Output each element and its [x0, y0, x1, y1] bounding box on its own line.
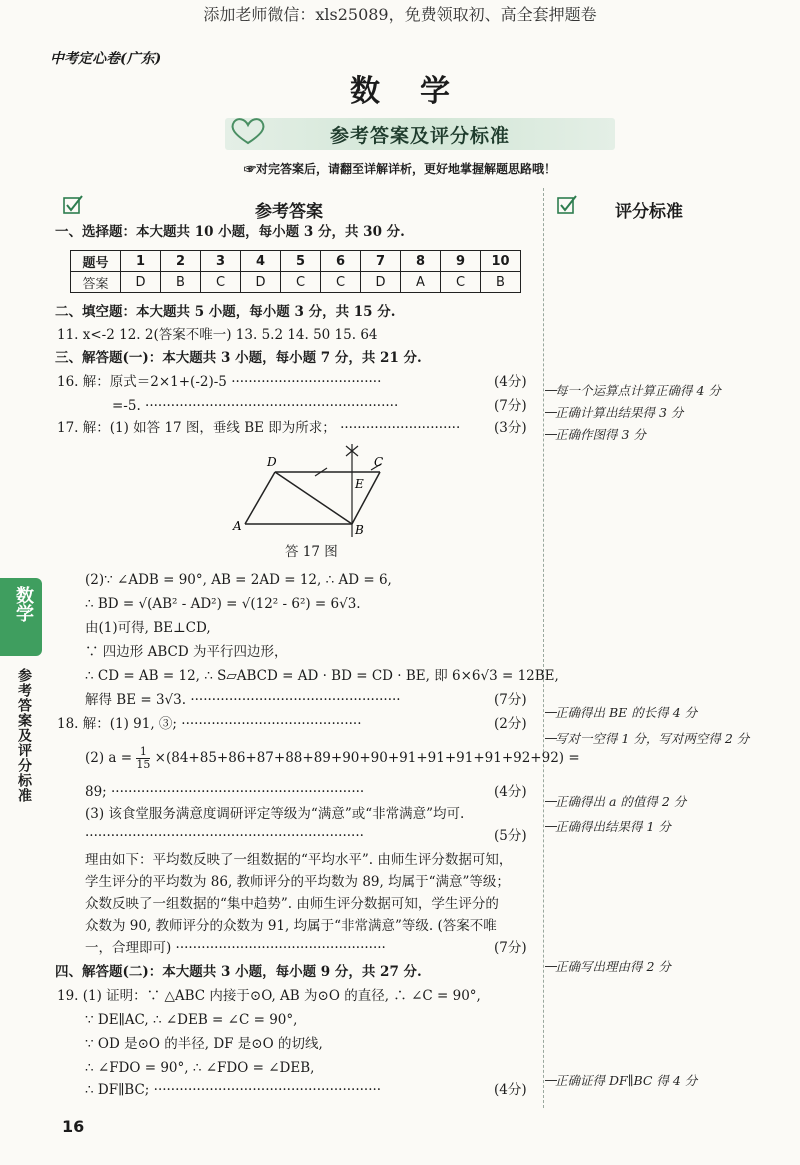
table-cell: D [241, 272, 281, 293]
score-mark: (3分) [494, 420, 527, 436]
part1-heading: 一、选择题：本大题共 10 小题，每小题 3 分，共 30 分. [55, 224, 405, 240]
tip-text: ☞对完答案后，请翻至详解详析，更好地掌握解题思路哦！ [243, 162, 556, 176]
score-mark: (4分) [494, 374, 527, 390]
q18-line4: (3) 该食堂服务满意度调研评定等级为“满意”或“非常满意”均可. [85, 806, 465, 822]
fraction-denominator: 15 [136, 758, 151, 771]
scoring-note: 写对一空得 1 分，写对两空得 2 分 [555, 731, 750, 746]
table-cell: 4 [241, 251, 281, 272]
q18-line9: 众数为 90, 教师评分的众数为 91, 均属于“非常满意”等级. (答案不唯 [85, 918, 497, 934]
q19-line5: ∴ DF∥BC; ····················································· [85, 1082, 382, 1098]
table-cell: 3 [201, 251, 241, 272]
q17-line1: 17. 解：(1) 如答 17 图，垂线 BE 即为所求； ···························· [57, 420, 461, 436]
score-mark: (4分) [494, 1082, 527, 1098]
q18-a-label: (2) a = [85, 750, 133, 766]
q19-line3: ∵ OD 是⊙O 的半径, DF 是⊙O 的切线, [85, 1036, 323, 1052]
q16-line1: 16. 解：原式＝2×1+(-2)-5 ··································· [57, 374, 382, 390]
table-row [71, 272, 521, 293]
subject-side-tab-label: 数学 [13, 586, 34, 622]
part4-heading: 四、解答题(二)：本大题共 3 小题，每小题 9 分，共 27 分. [55, 964, 422, 980]
scoring-note: 正确得出结果得 1 分 [555, 819, 671, 834]
table-cell: D [121, 272, 161, 293]
table-cell: C [281, 272, 321, 293]
table-cell: 6 [321, 251, 361, 272]
q18-line6: 理由如下：平均数反映了一组数据的“平均水平”. 由师生评分数据可知， [85, 852, 513, 868]
subject-title: 数学 [350, 74, 490, 109]
series-label: 中考定心卷(广东) [50, 51, 162, 67]
table-cell: C [441, 272, 481, 293]
table-cell: 5 [281, 251, 321, 272]
score-mark: (5分) [494, 828, 527, 844]
table-cell: B [481, 272, 521, 293]
scoring-note: 正确计算出结果得 3 分 [555, 405, 684, 420]
q19-line4: ∴ ∠FDO = 90°, ∴ ∠FDO = ∠DEB, [85, 1060, 315, 1076]
q18-line8: 众数反映了一组数据的“集中趋势”. 由师生评分数据可知，学生评分的 [85, 896, 499, 912]
scoring-note: 正确得出 a 的值得 2 分 [555, 794, 687, 809]
q17-line5: ∵ 四边形 ABCD 为平行四边形， [85, 644, 288, 660]
q18-line1: 18. 解：(1) 91, ③; ·········································· [57, 716, 362, 732]
section-title: 参考答案及评分标准 [329, 125, 510, 147]
table-cell: 7 [361, 251, 401, 272]
figure-caption: 答 17 图 [285, 544, 338, 560]
table-cell: C [321, 272, 361, 293]
checkbox-icon [62, 194, 84, 216]
table-cell: D [361, 272, 401, 293]
scoring-note: 正确作图得 3 分 [555, 427, 646, 442]
fill-answers: 11. x<-2 12. 2(答案不唯一) 13. 5.2 14. 50 15. 64 [57, 327, 378, 343]
q18-line5: ································································· [85, 828, 364, 844]
scoring-note: 正确证得 DF∥BC 得 4 分 [555, 1073, 698, 1088]
q18-line7: 学生评分的平均数为 86, 教师评分的平均数为 89, 均属于“满意”等级； [85, 874, 510, 890]
top-banner: 添加老师微信：xls25089，免费领取初、高全套押题卷 [203, 5, 597, 24]
table-label: 答案 [71, 272, 121, 293]
score-mark: (2分) [494, 716, 527, 732]
table-cell: A [401, 272, 441, 293]
score-mark: (7分) [494, 398, 527, 414]
table-cell: B [161, 272, 201, 293]
q17-line7: 解得 BE = 3√3. ················································· [85, 692, 401, 708]
q18-a-expression: ×(84+85+86+87+88+89+90+90+91+91+91+91+92+92) = [154, 750, 580, 766]
fig-label-c: C [374, 455, 384, 469]
table-cell: 2 [161, 251, 201, 272]
score-mark: (4分) [494, 784, 527, 800]
scoring-note: 正确得出 BE 的长得 4 分 [555, 705, 698, 720]
scoring-note: 每一个运算点计算正确得 4 分 [555, 383, 721, 398]
score-mark: (7分) [494, 692, 527, 708]
part3-heading: 三、解答题(一)：本大题共 3 小题，每小题 7 分，共 21 分. [55, 350, 422, 366]
scoring-note: 正确写出理由得 2 分 [555, 959, 671, 974]
column-divider [543, 188, 544, 1108]
col-scoring-title: 评分标准 [615, 202, 683, 222]
figure-17 [225, 442, 395, 542]
fig-label-b: B [355, 523, 364, 537]
table-cell: C [201, 272, 241, 293]
q17-line3: ∴ BD = √(AB² - AD²) = √(12² - 6²) = 6√3. [85, 596, 361, 612]
table-cell: 8 [401, 251, 441, 272]
q19-line2: ∵ DE∥AC, ∴ ∠DEB = ∠C = 90°, [85, 1012, 298, 1028]
q18-line10: 一，合理即可) ················································· [85, 940, 386, 956]
side-vertical-title: 参考答案及评分标准 [16, 668, 32, 803]
table-cell: 1 [121, 251, 161, 272]
table-row [71, 251, 521, 272]
q17-line4: 由(1)可得, BE⊥CD, [85, 620, 211, 636]
part2-heading: 二、填空题：本大题共 5 小题，每小题 3 分，共 15 分. [55, 304, 396, 320]
fig-label-d: D [267, 455, 277, 469]
q16-line2: =-5. ··························································· [112, 398, 399, 414]
q18-line2 [85, 746, 580, 771]
fraction-numerator: 1 [136, 746, 150, 759]
checkbox-icon [556, 194, 578, 216]
table-label: 题号 [71, 251, 121, 272]
q18-line3: 89; ··························································· [85, 784, 365, 800]
table-cell: 10 [481, 251, 521, 272]
q17-line2: (2)∵ ∠ADB = 90°, AB = 2AD = 12, ∴ AD = 6, [85, 572, 392, 588]
page-number: 16 [62, 1117, 85, 1136]
fraction [136, 746, 150, 771]
score-mark: (7分) [494, 940, 527, 956]
q17-line6: ∴ CD = AB = 12, ∴ S▱ABCD = AD · BD = CD · BE, 即 6×6√3 = 12BE, [85, 668, 559, 684]
fig-label-e: E [355, 477, 364, 491]
col-answers-title: 参考答案 [255, 202, 323, 222]
fig-label-a: A [233, 519, 242, 533]
mc-answer-table [70, 250, 521, 293]
q19-line1: 19. (1) 证明：∵ △ABC 内接于⊙O, AB 为⊙O 的直径, ∴ ∠C = 90°, [57, 988, 481, 1004]
table-cell: 9 [441, 251, 481, 272]
